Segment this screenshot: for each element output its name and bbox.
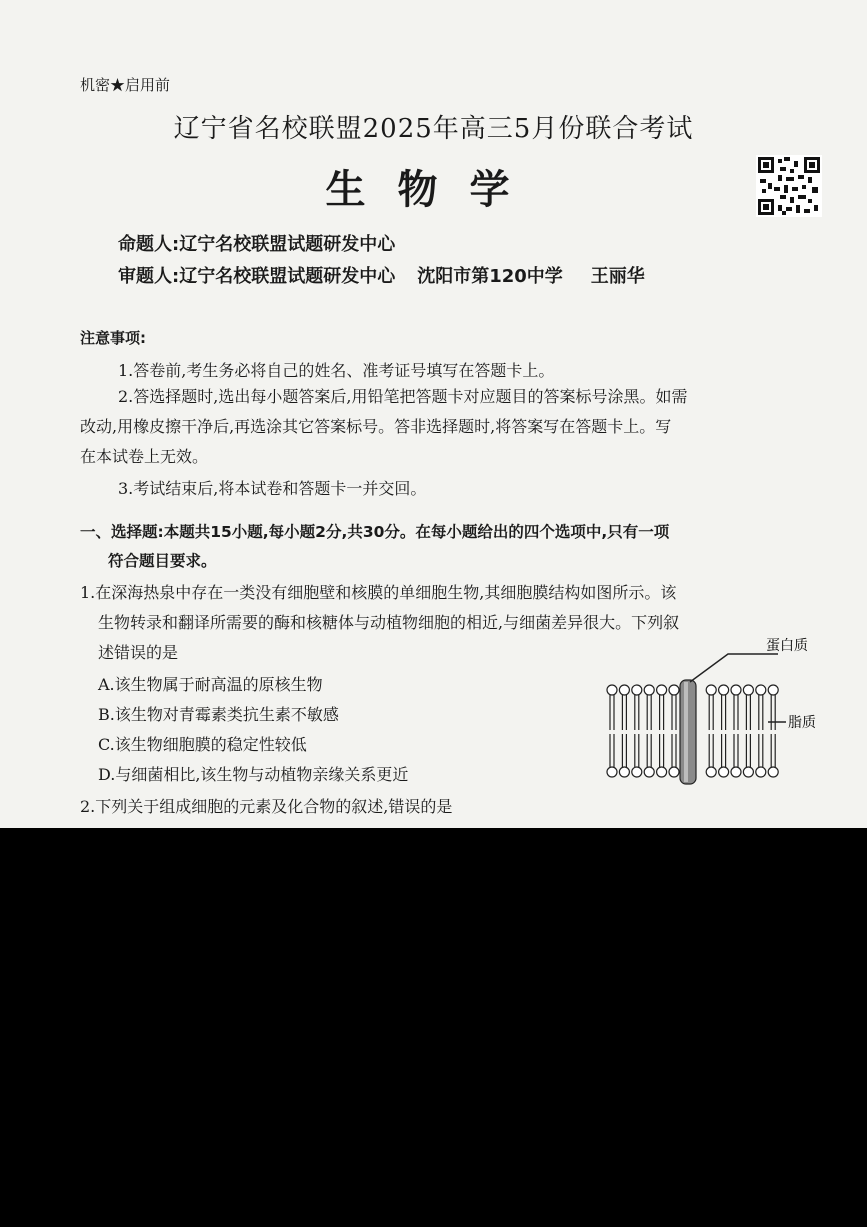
lipid-head xyxy=(768,767,778,777)
q1-stem-line-2: 生物转录和翻译所需要的酶和核糖体与动植物细胞的相近,与细菌差异很大。下列叙 xyxy=(98,613,680,632)
notice-item-1: 1.答卷前,考生务必将自己的姓名、准考证号填写在答题卡上。 xyxy=(118,361,555,380)
lipid-head xyxy=(719,685,729,695)
confidential-label: 机密★启用前 xyxy=(80,76,171,94)
lipid-head xyxy=(756,767,766,777)
qr-code-icon xyxy=(756,155,822,217)
q1-stem-line-1: 1.在深海热泉中存在一类没有细胞壁和核膜的单细胞生物,其细胞膜结构如图所示。该 xyxy=(80,583,677,602)
blacked-out-area xyxy=(0,828,867,1227)
section-heading-line-1: 一、选择题:本题共15小题,每小题2分,共30分。在每小题给出的四个选项中,只有一项 xyxy=(80,523,670,541)
lipid-head xyxy=(657,767,667,777)
reviewer-line xyxy=(118,262,645,288)
notice-item-3: 3.考试结束后,将本试卷和答题卡一并交回。 xyxy=(118,479,427,498)
lipid-label: 脂质 xyxy=(788,715,816,731)
lipid-head xyxy=(731,685,741,695)
lipid-head xyxy=(768,685,778,695)
protein-pointer-line xyxy=(690,654,778,682)
lipid-head xyxy=(706,767,716,777)
notice-item-2-line-3: 在本试卷上无效。 xyxy=(80,447,209,466)
author-line: 命题人:辽宁名校联盟试题研发中心 xyxy=(118,234,396,255)
notice-item-2-line-2: 改动,用橡皮擦干净后,再选涂其它答案标号。答非选择题时,将答案写在答题卡上。写 xyxy=(80,417,672,436)
lipid-head xyxy=(619,767,629,777)
cell-membrane-diagram xyxy=(600,632,830,792)
reviewer-school: 沈阳市第120中学 xyxy=(417,266,563,287)
lipid-head xyxy=(644,767,654,777)
q1-stem-line-3: 述错误的是 xyxy=(98,643,179,662)
lipid-head xyxy=(731,767,741,777)
notice-item-2-line-1: 2.答选择题时,选出每小题答案后,用铅笔把答题卡对应题目的答案标号涂黑。如需 xyxy=(118,387,688,406)
lipid-head xyxy=(669,685,679,695)
lipid-head xyxy=(743,685,753,695)
lipid-head xyxy=(607,767,617,777)
q1-option-d: D.与细菌相比,该生物与动植物亲缘关系更近 xyxy=(98,765,409,784)
lipid-head xyxy=(619,685,629,695)
q1-option-b: B.该生物对青霉素类抗生素不敏感 xyxy=(98,705,339,724)
lipid-head xyxy=(644,685,654,695)
protein-label: 蛋白质 xyxy=(766,638,808,654)
q1-option-c: C.该生物细胞膜的稳定性较低 xyxy=(98,735,307,754)
lipid-head xyxy=(632,767,642,777)
lipid-head xyxy=(756,685,766,695)
q2-stem-line-1: 2.下列关于组成细胞的元素及化合物的叙述,错误的是 xyxy=(80,797,453,816)
exam-title: 辽宁省名校联盟2025年高三5月份联合考试 xyxy=(173,114,694,144)
lipid-head xyxy=(719,767,729,777)
lipid-head xyxy=(607,685,617,695)
subject-title: 生物学 xyxy=(325,167,542,213)
reviewer-name: 王丽华 xyxy=(590,266,645,287)
lipid-head xyxy=(657,685,667,695)
lipid-head xyxy=(632,685,642,695)
lipid-head xyxy=(669,767,679,777)
notice-heading: 注意事项: xyxy=(80,329,146,347)
lipid-head xyxy=(743,767,753,777)
q1-option-a: A.该生物属于耐高温的原核生物 xyxy=(98,675,323,694)
reviewer-org: 审题人:辽宁名校联盟试题研发中心 xyxy=(118,266,396,287)
section-heading-line-2: 符合题目要求。 xyxy=(108,552,217,570)
lipid-head xyxy=(706,685,716,695)
